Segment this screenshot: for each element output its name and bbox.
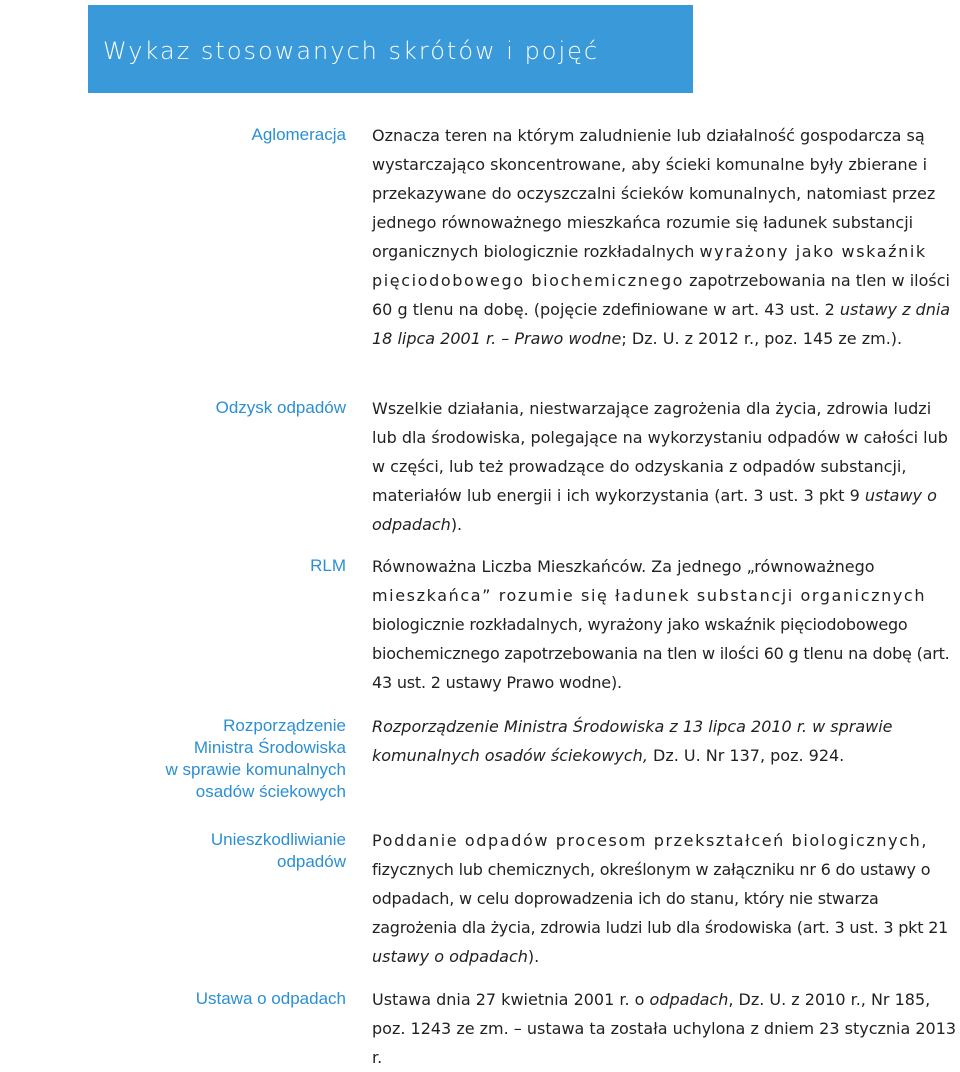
definition-text: wyrażony jako wskaźnik pięciodobowego biochemicznego — [372, 242, 927, 290]
term-label — [106, 397, 346, 419]
term-line: Ustawa o odpadach — [195, 989, 346, 1008]
term-definition — [372, 712, 958, 770]
definition-text: Poddanie odpadów procesom przekształceń biologicznych, — [372, 831, 929, 850]
page-title: Wykaz stosowanych skrótów i pojęć — [103, 37, 600, 65]
term-line: Unieszkodliwianie — [210, 830, 346, 849]
term-label — [106, 555, 346, 577]
term-definition — [372, 552, 958, 697]
definition-text: biologicznie rozkładalnych, wyrażony jako wskaźnik pięciodobowego biochemicznego zapotrzebowania na tlen w ilości 60 g tlenu na dobę (art. 43 ust. 2 ustawy Prawo wodne). — [372, 615, 950, 692]
definition-text: Dz. U. Nr 137, poz. 924. — [653, 746, 845, 765]
definition-text: ). — [527, 947, 540, 966]
definition-text: fizycznych lub chemicznych, określonym w załączniku nr 6 do ustawy o odpadach, w celu doprowadzenia ich do stanu, który nie stwarza zagrożenia dla życia, zdrowia ludzi lub dla środowiska (art. 3 ust. 3 pkt 21 — [372, 860, 949, 937]
definition-italic: ustawy o odpadach — [372, 947, 528, 966]
term-line: Rozporządzenie — [223, 716, 346, 735]
definition-text: Wszelkie działania, niestwarzające zagrożenia dla życia, zdrowia ludzi lub dla środowiska, polegające na wykorzystaniu odpadów — [372, 399, 932, 447]
definition-text: zapotrzebowania na tlen w ilości 60 g tlenu na dobę. (pojęcie zdefiniowane w art. 43 ust. 2 — [372, 271, 950, 319]
definition-text: w całości lub w części, lub też prowadzące do odzyskania z odpadów substancji, materiałów lub energii i ich wykorzystania (art. 3 ust. 3 pkt 9 — [372, 428, 948, 505]
term-definition — [372, 985, 958, 1072]
definition-text: mieszkańca” rozumie się ładunek substancji organicznych — [372, 586, 927, 605]
definition-text: , Dz. U. z 2010 r., Nr 185, poz. 1243 ze zm. – ustawa ta została uchylona z dniem 23 stycznia 2013 r. — [372, 990, 957, 1067]
definition-text: Równoważna Liczba Mieszkańców. — [372, 557, 647, 576]
term-definition — [372, 394, 958, 539]
term-label — [106, 124, 346, 146]
term-label — [106, 829, 346, 873]
definition-italic: ustawy o odpadach — [372, 486, 937, 534]
term-line: Aglomeracja — [251, 125, 346, 144]
definition-italic: Rozporządzenie Ministra Środowiska z 13 lipca 2010 r. w sprawie — [372, 717, 893, 736]
term-line: Odzysk odpadów — [215, 398, 346, 417]
term-label — [106, 988, 346, 1010]
term-line: Ministra Środowiska — [193, 738, 346, 757]
term-label — [106, 715, 346, 803]
definition-italic: ustawy z dnia 18 lipca 2001 r. – Prawo wodne — [372, 300, 951, 348]
definition-text: ). — [450, 515, 463, 534]
definition-italic: odpadach — [649, 990, 729, 1009]
header-bar — [88, 5, 693, 93]
term-line: odpadów — [276, 852, 346, 871]
definition-text: ; Dz. U. z 2012 r., poz. 145 ze zm.). — [621, 329, 903, 348]
definition-text: Za jednego „równoważnego — [651, 557, 875, 576]
term-definition — [372, 826, 958, 971]
definition-text: Ustawa dnia 27 kwietnia 2001 r. o — [372, 990, 645, 1009]
term-definition — [372, 121, 958, 353]
term-line: w sprawie komunalnych — [165, 760, 346, 779]
definition-text: Oznacza teren na którym zaludnienie lub działalność gospodarcza są wystarczająco skoncentrowane, aby ścieki komunalne były zbierane i przekazywane do oczyszczalni ścieków komunalnych, natomiast przez jednego równoważnego mieszkańca rozumie się ładunek substancji organicznych biologicznie rozkładalnych — [372, 126, 936, 261]
term-line: osadów ściekowych — [195, 782, 346, 801]
definition-italic: komunalnych osadów ściekowych, — [372, 746, 648, 765]
term-line: RLM — [310, 556, 346, 575]
